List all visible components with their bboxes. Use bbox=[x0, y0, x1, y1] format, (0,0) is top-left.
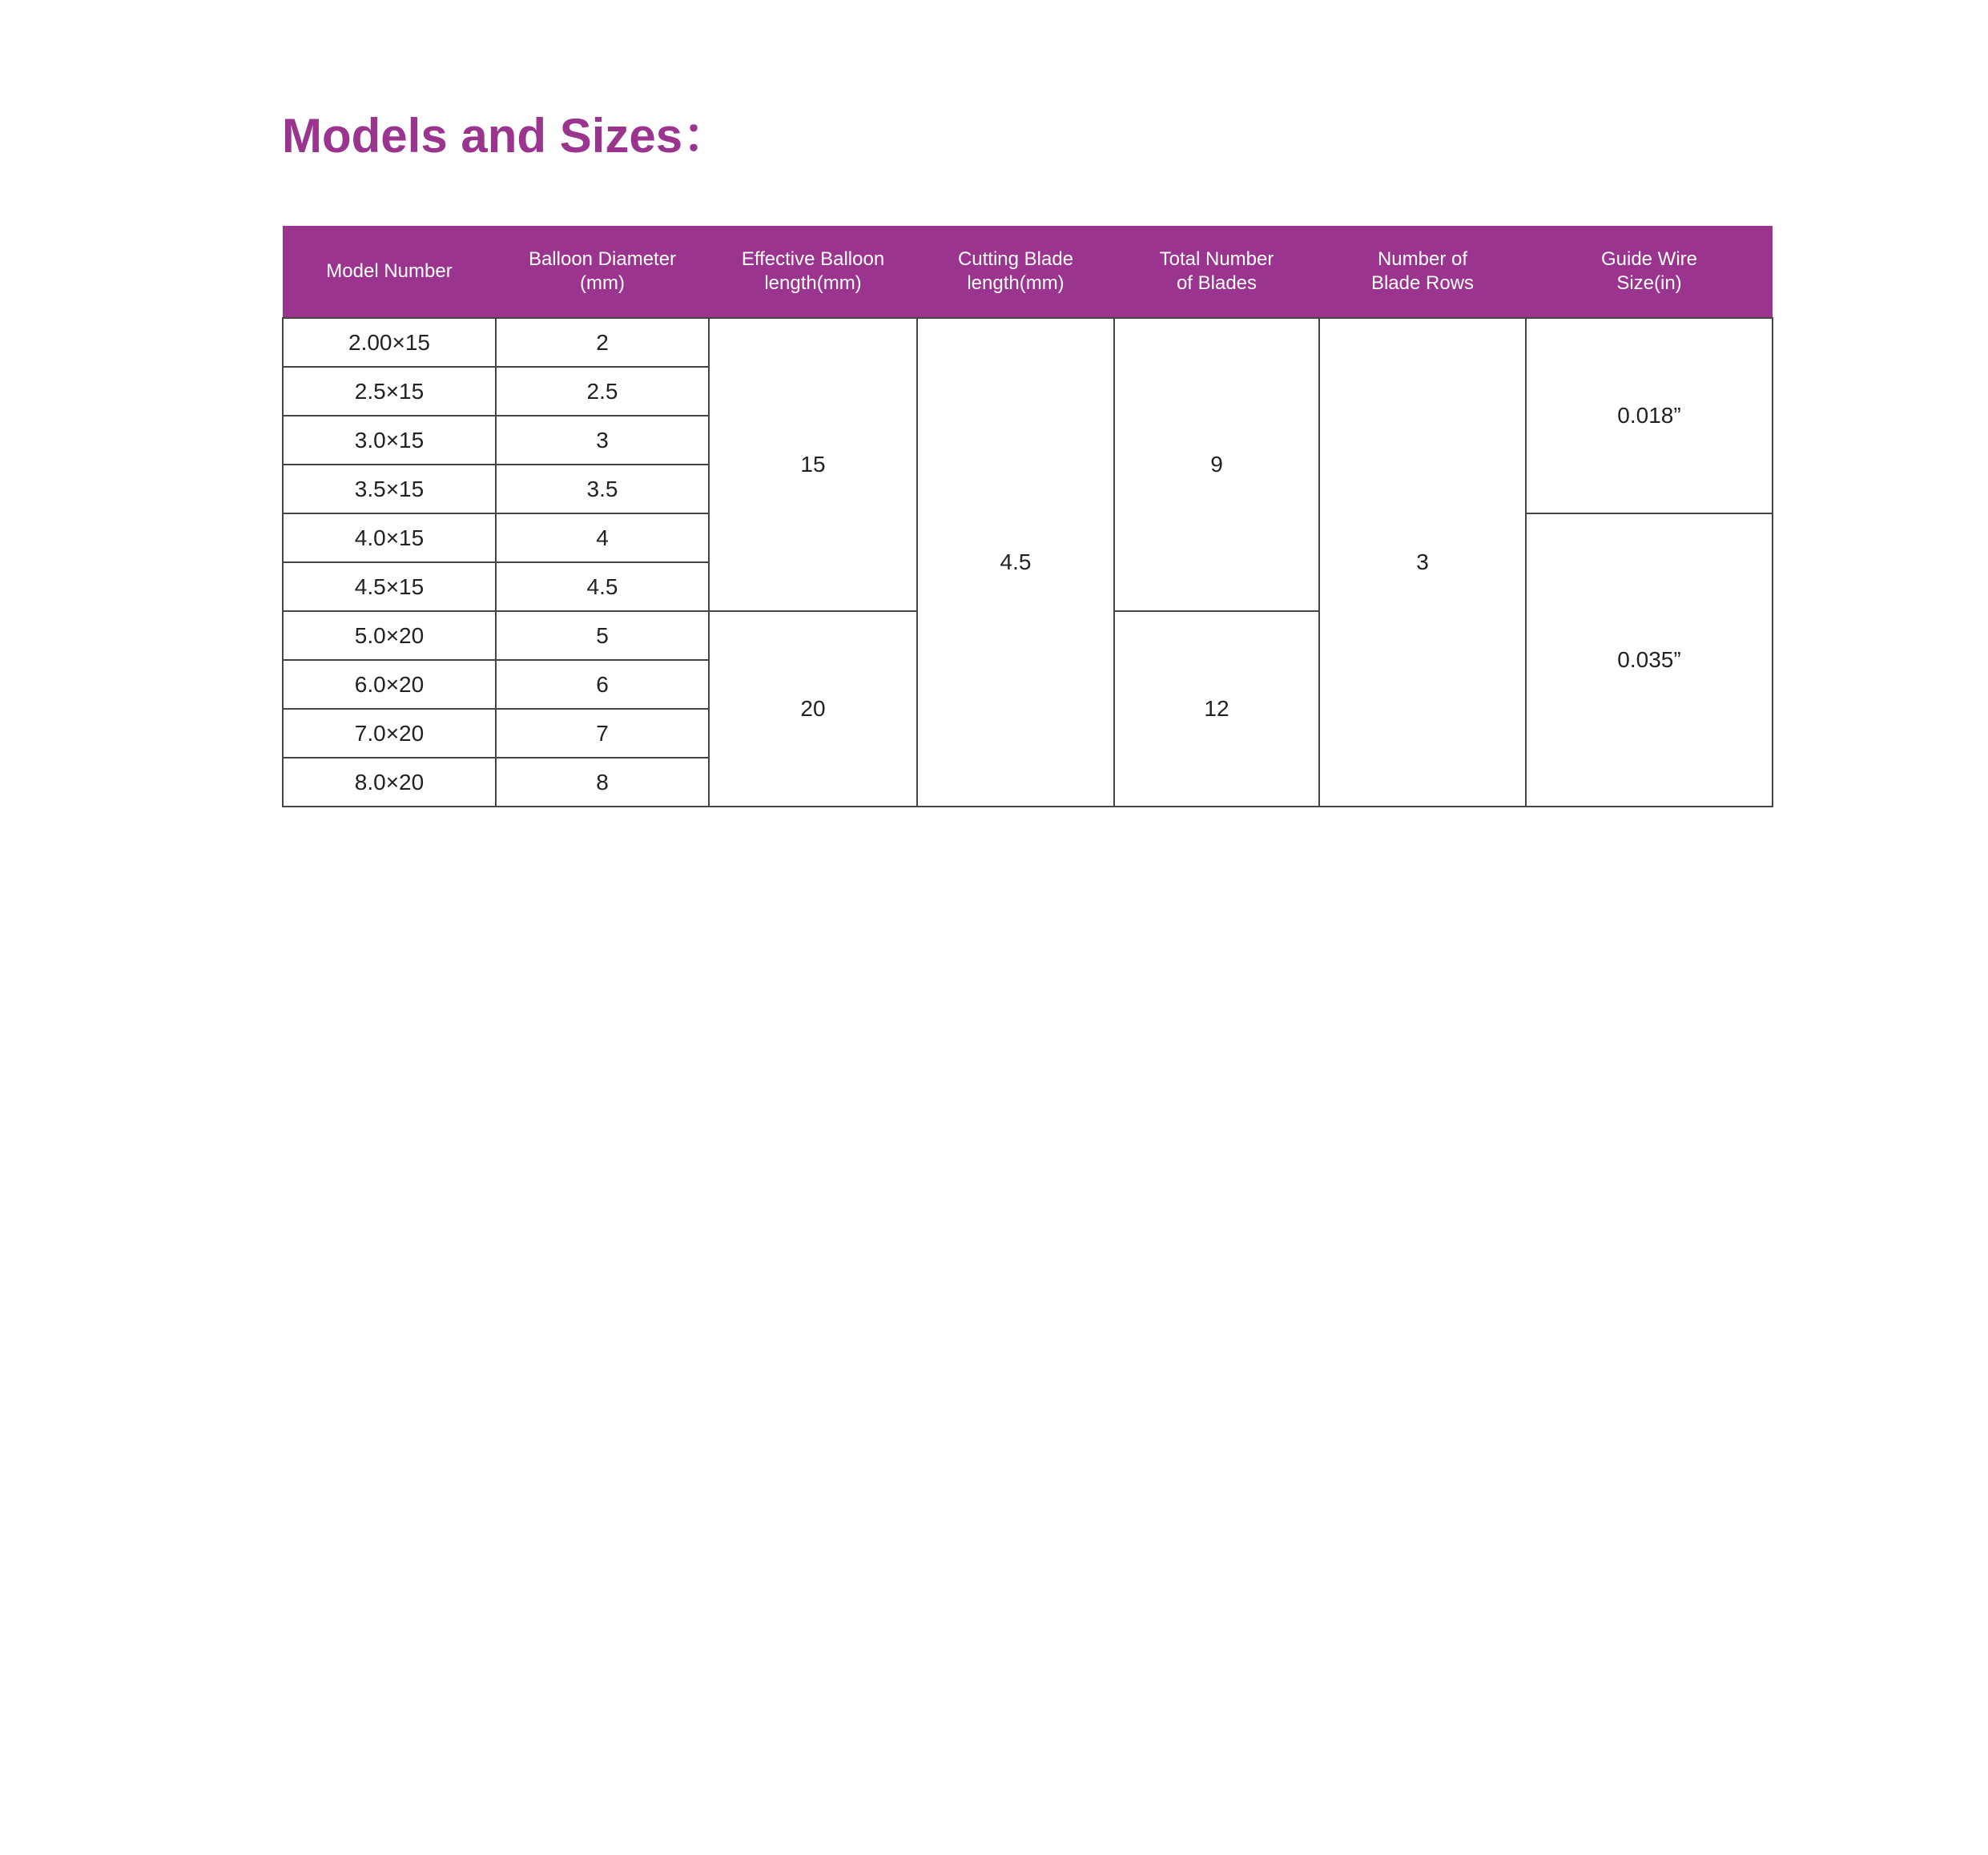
diameter-cell: 7 bbox=[496, 709, 709, 758]
model-cell: 4.5×15 bbox=[283, 562, 496, 611]
diameter-cell: 3 bbox=[496, 416, 709, 465]
header-effective-balloon-length: Effective Balloon length(mm) bbox=[709, 226, 917, 318]
effective-length-cell: 15 bbox=[709, 318, 917, 611]
header-model-number: Model Number bbox=[283, 226, 496, 318]
models-sizes-table bbox=[282, 226, 1773, 807]
model-cell: 2.5×15 bbox=[283, 367, 496, 416]
guide-wire-cell: 0.018” bbox=[1526, 318, 1773, 513]
blade-rows-cell: 3 bbox=[1319, 318, 1526, 807]
header-blade-rows: Number of Blade Rows bbox=[1319, 226, 1526, 318]
total-blades-cell: 12 bbox=[1114, 611, 1319, 807]
page-title: Models and Sizes： bbox=[282, 109, 731, 163]
model-cell: 3.5×15 bbox=[283, 465, 496, 513]
guide-wire-cell: 0.035” bbox=[1526, 513, 1773, 807]
header-balloon-diameter: Balloon Diameter (mm) bbox=[496, 226, 709, 318]
diameter-cell: 4 bbox=[496, 513, 709, 562]
diameter-cell: 4.5 bbox=[496, 562, 709, 611]
effective-length-cell: 20 bbox=[709, 611, 917, 807]
diameter-cell: 5 bbox=[496, 611, 709, 660]
model-cell: 3.0×15 bbox=[283, 416, 496, 465]
diameter-cell: 2 bbox=[496, 318, 709, 367]
header-cutting-blade-length: Cutting Blade length(mm) bbox=[917, 226, 1114, 318]
model-cell: 7.0×20 bbox=[283, 709, 496, 758]
diameter-cell: 8 bbox=[496, 758, 709, 807]
cutting-blade-length-cell: 4.5 bbox=[917, 318, 1114, 807]
diameter-cell: 2.5 bbox=[496, 367, 709, 416]
model-cell: 4.0×15 bbox=[283, 513, 496, 562]
model-cell: 5.0×20 bbox=[283, 611, 496, 660]
model-cell: 8.0×20 bbox=[283, 758, 496, 807]
diameter-cell: 3.5 bbox=[496, 465, 709, 513]
table-row bbox=[283, 318, 1773, 367]
header-guide-wire-size: Guide Wire Size(in) bbox=[1526, 226, 1773, 318]
header-total-blades: Total Number of Blades bbox=[1114, 226, 1319, 318]
table-header-row bbox=[283, 226, 1773, 318]
model-cell: 6.0×20 bbox=[283, 660, 496, 709]
diameter-cell: 6 bbox=[496, 660, 709, 709]
total-blades-cell: 9 bbox=[1114, 318, 1319, 611]
model-cell: 2.00×15 bbox=[283, 318, 496, 367]
